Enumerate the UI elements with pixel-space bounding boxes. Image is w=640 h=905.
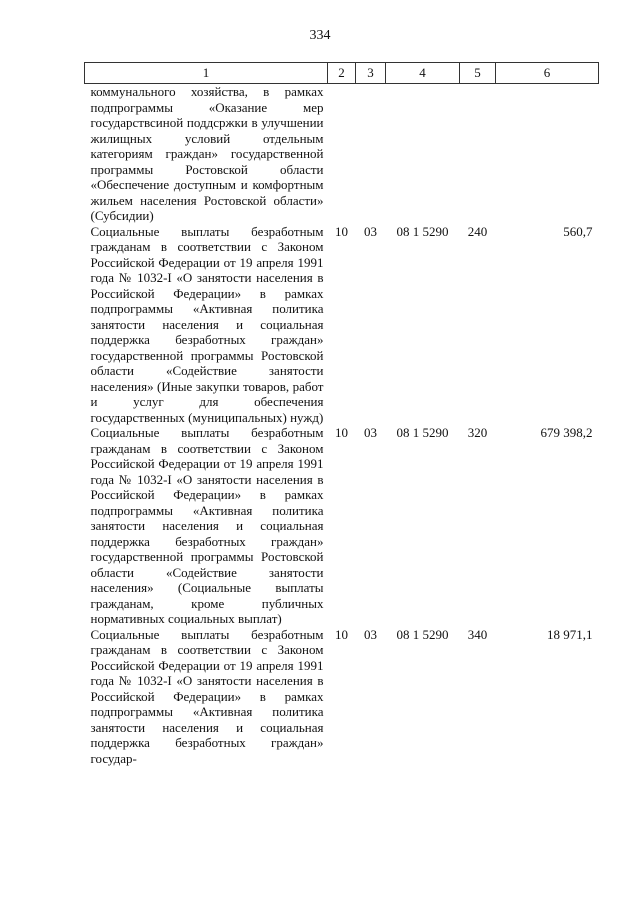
row-section [328, 84, 356, 224]
header-col-5: 5 [460, 63, 496, 84]
header-col-1: 1 [85, 63, 328, 84]
row-amount: 560,7 [563, 223, 593, 239]
header-col-3: 3 [356, 63, 386, 84]
budget-table [84, 62, 599, 766]
row-expense-type [460, 84, 496, 224]
row-target-article [386, 84, 460, 224]
row-description: Социальные выплаты безработным гражданам в соответствии с Законом Российской Федерации от 19 апреля 1991 года № 1032-I «О занятости населения в Российской Федерации» в рамках подпрограммы «Активная политика занятости населения и социальная поддержка безработных граждан» государ- [90, 626, 324, 766]
table-row [85, 627, 599, 767]
row-subsection [356, 84, 386, 224]
header-col-6: 6 [496, 63, 599, 84]
header-col-2: 2 [328, 63, 356, 84]
table-row [85, 224, 599, 426]
row-section: 10 [335, 223, 348, 239]
page-number: 334 [309, 28, 331, 43]
row-target-article: 08 1 5290 [396, 626, 449, 642]
row-expense-type: 240 [467, 223, 488, 239]
row-subsection: 03 [364, 425, 377, 440]
row-expense-type: 320 [467, 425, 488, 440]
row-section: 10 [335, 626, 348, 642]
row-amount [496, 84, 599, 224]
row-section: 10 [335, 425, 348, 440]
row-subsection: 03 [364, 626, 377, 642]
row-description: Социальные выплаты безработным гражданам в соответствии с Законом Российской Федерации от 19 апреля 1991 года № 1032-I «О занятости населения в Российской Федерации» в рамках подпрограммы «Активная политика занятости населения и социальная поддержка безработных граждан» государственной программы Ростовской области «Содействие занятости населения» (Иные закупки товаров, работ и услуг для обеспечения государственных (муниципальных) нужд) [90, 223, 324, 425]
table-header-row [85, 63, 599, 84]
row-expense-type: 340 [467, 626, 488, 642]
header-col-4: 4 [386, 63, 460, 84]
table-row [85, 84, 599, 224]
row-target-article: 08 1 5290 [396, 425, 449, 440]
row-amount: 18 971,1 [547, 626, 593, 642]
row-amount: 679 398,2 [540, 425, 593, 440]
row-description: коммунального хозяйства, в рамках подпрограммы «Оказание мер государствсиной поддсржки в улучшении жилищных условий отдельным категориям граждан» государственной программы Ростовской области «Обеспечение доступным и комфортным жильем населения Ростовской области» (Субсидии) [90, 84, 324, 223]
row-subsection: 03 [364, 223, 377, 239]
table-row [85, 425, 599, 627]
row-description: Социальные выплаты безработным гражданам в соответствии с Законом Российской Федерации от 19 апреля 1991 года № 1032-I «О занятости населения в Российской Федерации» в рамках подпрограммы «Активная политика занятости населения и социальная поддержка безработных граждан» государственной программы Ростовской области «Содействие занятости населения» (Социальные выплаты гражданам, кроме публичных нормативных социальных выплат) [90, 425, 324, 626]
row-target-article: 08 1 5290 [396, 223, 449, 239]
